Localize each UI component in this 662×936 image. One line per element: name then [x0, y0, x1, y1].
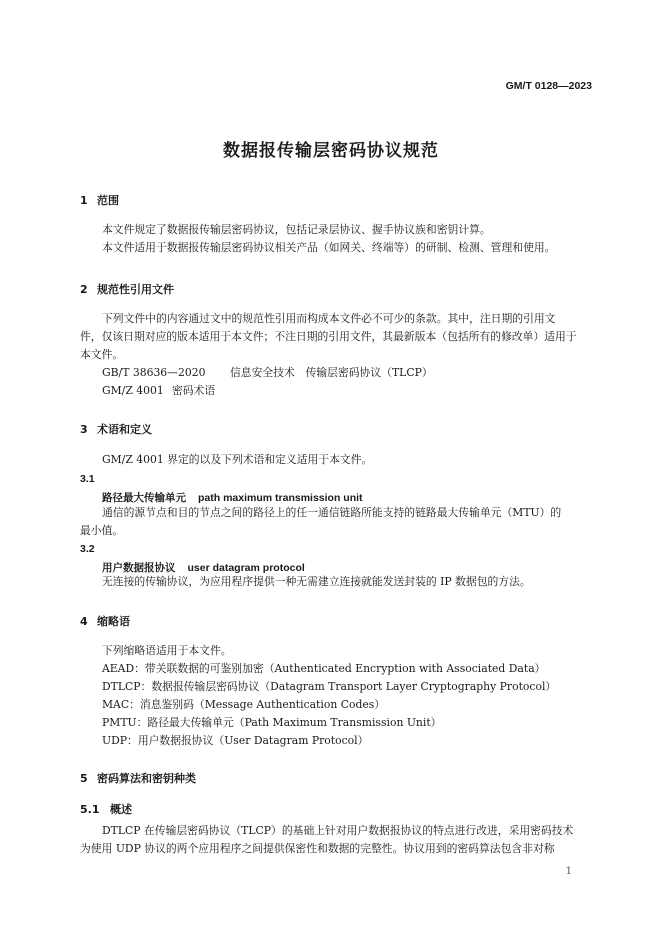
section-title: 密码算法和密钥种类 — [97, 772, 196, 785]
term-english: user datagram protocol — [187, 562, 305, 574]
section-2-heading — [80, 281, 174, 297]
reference-title: 密码术语 — [172, 384, 216, 397]
term-entry — [102, 560, 305, 575]
section-number: 4 — [80, 615, 88, 628]
subsection-number: 5.1 — [80, 803, 100, 816]
term-number: 3.1 — [80, 473, 95, 485]
reference-code: GB/T 38636—2020 — [102, 366, 206, 379]
abbreviation-item: DTLCP：数据报传输层密码协议（Datagram Transport Layer Cryptography Protocol） — [102, 680, 557, 693]
abbreviation-item: AEAD：带关联数据的可鉴别加密（Authenticated Encryption with Associated Data） — [102, 662, 546, 675]
paragraph: 本文件规定了数据报传输层密码协议，包括记录层协议、握手协议族和密钥计算。 — [102, 223, 491, 236]
section-5-heading — [80, 770, 196, 786]
definition-line: 无连接的传输协议，为应用程序提供一种无需建立连接就能发送封装的 IP 数据包的方法。 — [102, 575, 531, 588]
subsection-title: 概述 — [110, 803, 132, 816]
page-number: 1 — [565, 866, 572, 877]
standard-code: GM/T 0128—2023 — [505, 80, 592, 92]
definition-line: 最小值。 — [80, 524, 124, 537]
paragraph-line: 下列文件中的内容通过文中的规范性引用而构成本文件必不可少的条款。其中，注日期的引用文 — [102, 312, 556, 325]
paragraph-line: 本文件。 — [80, 348, 124, 361]
section-3-heading — [80, 421, 152, 437]
section-number: 5 — [80, 772, 88, 785]
term-number: 3.2 — [80, 543, 95, 555]
reference-title: 信息安全技术 传输层密码协议（TLCP） — [230, 366, 433, 379]
section-1-heading — [80, 192, 119, 208]
section-number: 1 — [80, 194, 88, 207]
reference-code: GM/Z 4001 — [102, 384, 164, 397]
paragraph-line: 为使用 UDP 协议的两个应用程序之间提供保密性和数据的完整性。协议用到的密码算法包含非对称 — [80, 842, 555, 855]
term-chinese: 路径最大传输单元 — [102, 492, 186, 504]
term-english: path maximum transmission unit — [198, 492, 363, 504]
abbreviation-item: MAC：消息鉴别码（Message Authentication Codes） — [102, 698, 386, 711]
section-title: 范围 — [97, 194, 119, 207]
term-entry — [102, 490, 363, 505]
paragraph-line: 件，仅该日期对应的版本适用于本文件；不注日期的引用文件，其最新版本（包括所有的修改单）适用于 — [80, 330, 577, 343]
paragraph-line: DTLCP 在传输层密码协议（TLCP）的基础上针对用户数据报协议的特点进行改进，采用密码技术 — [102, 824, 574, 837]
section-title: 术语和定义 — [97, 423, 152, 436]
section-number: 2 — [80, 283, 88, 296]
section-title: 缩略语 — [97, 615, 130, 628]
section-4-heading — [80, 613, 130, 629]
definition-line: 通信的源节点和目的节点之间的路径上的任一通信链路所能支持的链路最大传输单元（MTU）的 — [102, 506, 562, 519]
term-chinese: 用户数据报协议 — [102, 562, 176, 574]
abbreviation-item: UDP：用户数据报协议（User Datagram Protocol） — [102, 734, 369, 747]
subsection-5-1-heading — [80, 801, 132, 817]
section-number: 3 — [80, 423, 88, 436]
paragraph: 本文件适用于数据报传输层密码协议相关产品（如网关、终端等）的研制、检测、管理和使用。 — [102, 241, 556, 254]
reference-item — [102, 386, 215, 397]
paragraph: GM/Z 4001 界定的以及下列术语和定义适用于本文件。 — [102, 453, 373, 466]
paragraph: 下列缩略语适用于本文件。 — [102, 644, 232, 657]
document-title: 数据报传输层密码协议规范 — [223, 141, 439, 161]
reference-item — [102, 368, 433, 379]
abbreviation-item: PMTU：路径最大传输单元（Path Maximum Transmission Unit） — [102, 716, 442, 729]
section-title: 规范性引用文件 — [97, 283, 174, 296]
